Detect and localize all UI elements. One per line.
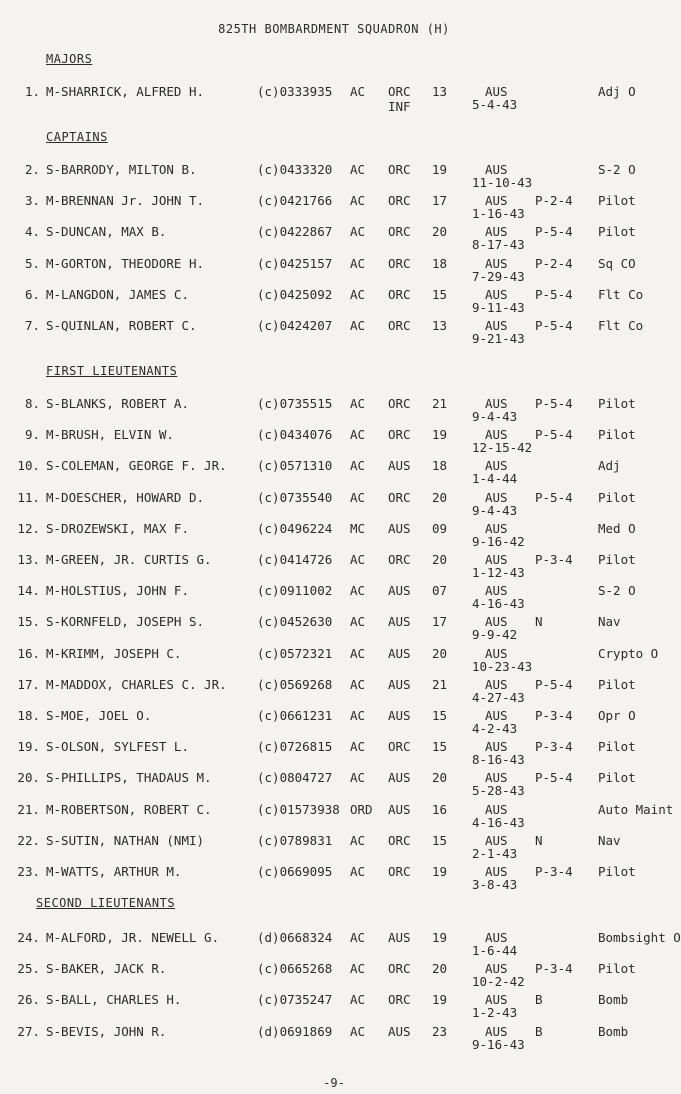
status: AUS xyxy=(485,552,508,567)
date: 9-4-43 xyxy=(472,502,518,518)
officer-name: M-DOESCHER, HOWARD D. xyxy=(46,489,205,505)
serial-number: (c)0735515 xyxy=(257,396,333,411)
status: AUS xyxy=(485,286,508,302)
position-code: B xyxy=(535,992,543,1008)
roster-row xyxy=(0,1024,668,1056)
row-number: 13. xyxy=(17,552,40,567)
years: 21 xyxy=(432,396,448,411)
roster-row xyxy=(0,490,668,522)
position-code: P-2-4 xyxy=(535,255,573,271)
position-code: P-5-4 xyxy=(535,676,573,692)
date: 9-16-43 xyxy=(472,1036,525,1052)
component: ORC xyxy=(388,427,411,443)
officer-name: S-BALL, CHARLES H. xyxy=(46,992,182,1008)
roster-row xyxy=(0,84,668,116)
officer-name: S-BARRODY, MILTON B. xyxy=(46,162,197,177)
duty: Pilot xyxy=(598,770,636,786)
date: 9-4-43 xyxy=(472,409,518,424)
component: AUS xyxy=(388,708,411,723)
years: 15 xyxy=(432,286,448,302)
duty: S-2 O xyxy=(598,162,636,177)
serial-number: (c)0414726 xyxy=(257,552,333,567)
branch: AC xyxy=(350,930,366,945)
position-code: P-5-4 xyxy=(535,427,573,443)
roster-row xyxy=(0,801,674,834)
years: 20 xyxy=(432,489,448,505)
years: 15 xyxy=(432,832,448,848)
section-heading: MAJORS xyxy=(46,52,93,66)
officer-name: M-GORTON, THEODORE H. xyxy=(46,255,205,271)
officer-name: M-MADDOX, CHARLES C. JR. xyxy=(46,676,227,692)
officer-name: M-LANGDON, JAMES C. xyxy=(46,286,189,302)
serial-number: (d)0668324 xyxy=(257,930,333,945)
date: 1-16-43 xyxy=(472,206,525,222)
status: AUS xyxy=(485,489,508,505)
years: 20 xyxy=(432,770,448,786)
branch: AC xyxy=(350,489,366,505)
row-number: 24. xyxy=(17,930,40,945)
officer-name: S-QUINLAN, ROBERT C. xyxy=(46,318,197,333)
row-number: 4. xyxy=(24,224,40,240)
roster-row xyxy=(0,864,668,896)
serial-number: (c)0424207 xyxy=(257,318,333,333)
branch: AC xyxy=(350,286,366,302)
officer-name: S-OLSON, SYLFEST L. xyxy=(46,739,189,755)
branch: AC xyxy=(350,84,366,99)
serial-number: (c)0496224 xyxy=(257,520,333,536)
position-code: P-3-4 xyxy=(535,708,573,723)
duty: Bomb xyxy=(598,992,629,1008)
roster-row xyxy=(0,770,668,802)
position-code: P-5-4 xyxy=(535,224,573,240)
status: AUS xyxy=(485,396,508,411)
roster-row xyxy=(0,256,668,288)
branch: AC xyxy=(350,193,366,209)
duty: Nav xyxy=(598,614,621,630)
status: AUS xyxy=(485,992,508,1008)
roster-row xyxy=(0,396,668,428)
date: 1-6-44 xyxy=(472,943,518,958)
officer-name: M-KRIMM, JOSEPH C. xyxy=(46,645,182,661)
branch: AC xyxy=(350,458,366,474)
duty: Nav xyxy=(598,832,621,848)
row-number: 15. xyxy=(17,614,40,630)
years: 20 xyxy=(432,961,448,977)
branch: AC xyxy=(350,162,366,177)
roster-row xyxy=(0,677,668,709)
status: AUS xyxy=(485,1023,508,1039)
years: 07 xyxy=(432,583,448,599)
status: AUS xyxy=(485,770,508,786)
row-number: 10. xyxy=(17,458,40,474)
branch: AC xyxy=(350,614,366,630)
component: ORC xyxy=(388,489,411,505)
officer-name: M-ALFORD, JR. NEWELL G. xyxy=(46,930,220,945)
position-code: P-5-4 xyxy=(535,770,573,786)
years: 18 xyxy=(432,255,448,271)
years: 19 xyxy=(432,427,448,443)
duty: Pilot xyxy=(598,739,636,755)
component: ORC xyxy=(388,224,411,240)
duty: Med O xyxy=(598,520,636,536)
duty: Flt Co xyxy=(598,318,644,333)
component: AUS xyxy=(388,458,411,474)
position-code: P-3-4 xyxy=(535,961,573,977)
serial-number: (c)0571310 xyxy=(257,458,333,474)
duty: Sq CO xyxy=(598,255,636,271)
branch: AC xyxy=(350,318,366,333)
date: 1-4-44 xyxy=(472,471,518,487)
component: AUS xyxy=(388,520,411,536)
component: AUS xyxy=(388,614,411,630)
row-number: 8. xyxy=(24,396,40,411)
date: 9-21-43 xyxy=(472,331,525,346)
status: AUS xyxy=(485,832,508,848)
years: 13 xyxy=(432,84,448,99)
years: 15 xyxy=(432,739,448,755)
officer-name: S-MOE, JOEL O. xyxy=(46,708,152,723)
serial-number: (c)0735247 xyxy=(257,992,333,1008)
date: 7-29-43 xyxy=(472,268,525,284)
years: 20 xyxy=(432,224,448,240)
duty: Adj xyxy=(598,458,621,474)
serial-number: (c)0661231 xyxy=(257,708,333,723)
duty: Adj O xyxy=(598,84,636,99)
component: AUS xyxy=(388,801,411,817)
branch: AC xyxy=(350,583,366,599)
status: AUS xyxy=(485,676,508,692)
serial-number: (c)01573938 xyxy=(257,801,340,817)
roster-row xyxy=(0,961,668,993)
row-number: 18. xyxy=(17,708,40,723)
date: 4-16-43 xyxy=(472,814,525,830)
officer-name: M-HOLSTIUS, JOHN F. xyxy=(46,583,189,599)
officer-name: M-ROBERTSON, ROBERT C. xyxy=(46,801,212,817)
row-number: 17. xyxy=(17,676,40,692)
years: 17 xyxy=(432,614,448,630)
component: ORC xyxy=(388,396,411,411)
years: 19 xyxy=(432,930,448,945)
branch: ORD xyxy=(350,801,373,817)
row-number: 2. xyxy=(24,162,40,177)
years: 09 xyxy=(432,520,448,536)
years: 15 xyxy=(432,708,448,723)
status: AUS xyxy=(485,645,508,661)
serial-number: (c)0333935 xyxy=(257,84,333,99)
roster-row xyxy=(0,224,668,256)
component: ORC xyxy=(388,84,411,99)
officer-name: M-BRUSH, ELVIN W. xyxy=(46,427,174,443)
years: 21 xyxy=(432,676,448,692)
component: ORC xyxy=(388,832,411,848)
date: 10-2-42 xyxy=(472,974,525,990)
duty: Bomb xyxy=(598,1023,629,1039)
roster-row xyxy=(0,739,668,771)
position-code: P-3-4 xyxy=(535,739,573,755)
row-number: 25. xyxy=(17,961,40,977)
branch: MC xyxy=(350,520,366,536)
row-number: 22. xyxy=(17,832,40,848)
officer-name: M-SHARRICK, ALFRED H. xyxy=(46,84,205,99)
date: 1-12-43 xyxy=(472,565,525,580)
years: 16 xyxy=(432,801,448,817)
component: AUS xyxy=(388,770,411,786)
position-code: N xyxy=(535,614,543,630)
serial-number: (c)0726815 xyxy=(257,739,333,755)
serial-number: (c)0804727 xyxy=(257,770,333,786)
date: 4-16-43 xyxy=(472,596,525,612)
officer-name: M-WATTS, ARTHUR M. xyxy=(46,864,182,879)
component: ORC xyxy=(388,193,411,209)
branch: AC xyxy=(350,255,366,271)
status: AUS xyxy=(485,427,508,443)
duty: Pilot xyxy=(598,864,636,879)
duty: Pilot xyxy=(598,224,636,240)
section-heading: CAPTAINS xyxy=(46,130,108,144)
date: 1-2-43 xyxy=(472,1005,518,1021)
duty: Auto Maint xyxy=(598,801,674,817)
roster-row xyxy=(0,833,668,865)
component: AUS xyxy=(388,645,411,661)
status: AUS xyxy=(485,162,508,177)
component: AUS xyxy=(388,1023,411,1039)
officer-name: S-KORNFELD, JOSEPH S. xyxy=(46,614,205,630)
row-number: 16. xyxy=(17,645,40,661)
years: 19 xyxy=(432,162,448,177)
branch: AC xyxy=(350,708,366,723)
component: ORC xyxy=(388,286,411,302)
position-code: P-5-4 xyxy=(535,489,573,505)
branch: AC xyxy=(350,427,366,443)
roster-row xyxy=(0,552,668,584)
years: 19 xyxy=(432,864,448,879)
status: AUS xyxy=(485,255,508,271)
branch: AC xyxy=(350,961,366,977)
status: AUS xyxy=(485,193,508,209)
row-number: 1. xyxy=(24,84,40,99)
status: AUS xyxy=(485,84,508,99)
serial-number: (c)0669095 xyxy=(257,864,333,879)
serial-number: (c)0425092 xyxy=(257,286,333,302)
duty: S-2 O xyxy=(598,583,636,599)
date: 10-23-43 xyxy=(472,658,533,674)
years: 13 xyxy=(432,318,448,333)
roster-row xyxy=(0,162,668,194)
component-secondary: INF xyxy=(388,99,411,114)
component: ORC xyxy=(388,162,411,177)
officer-name: S-DROZEWSKI, MAX F. xyxy=(46,520,189,536)
years: 20 xyxy=(432,645,448,661)
duty: Pilot xyxy=(598,427,636,443)
branch: AC xyxy=(350,992,366,1008)
date: 9-11-43 xyxy=(472,299,525,315)
officer-name: S-BLANKS, ROBERT A. xyxy=(46,396,189,411)
roster-row xyxy=(0,646,668,678)
roster-row xyxy=(0,583,668,615)
serial-number: (c)0425157 xyxy=(257,255,333,271)
years: 17 xyxy=(432,193,448,209)
officer-name: S-BAKER, JACK R. xyxy=(46,961,167,977)
row-number: 9. xyxy=(24,427,40,443)
row-number: 14. xyxy=(17,583,40,599)
row-number: 11. xyxy=(17,489,40,505)
serial-number: (c)0421766 xyxy=(257,193,333,209)
officer-name: S-COLEMAN, GEORGE F. JR. xyxy=(46,458,227,474)
page-number: -9- xyxy=(323,1076,345,1090)
status: AUS xyxy=(485,224,508,240)
date: 9-9-42 xyxy=(472,627,518,643)
branch: AC xyxy=(350,739,366,755)
position-code: P-3-4 xyxy=(535,552,573,567)
status: AUS xyxy=(485,318,508,333)
row-number: 20. xyxy=(17,770,40,786)
duty: Pilot xyxy=(598,961,636,977)
roster-row xyxy=(0,458,668,490)
status: AUS xyxy=(485,930,508,945)
date: 8-16-43 xyxy=(472,752,525,768)
branch: AC xyxy=(350,770,366,786)
duty: Pilot xyxy=(598,193,636,209)
status: AUS xyxy=(485,458,508,474)
roster-row xyxy=(0,708,668,740)
component: ORC xyxy=(388,961,411,977)
section-heading: FIRST LIEUTENANTS xyxy=(46,364,178,378)
duty: Pilot xyxy=(598,676,636,692)
row-number: 23. xyxy=(17,864,40,879)
officer-name: S-PHILLIPS, THADAUS M. xyxy=(46,770,212,786)
row-number: 27. xyxy=(17,1023,40,1039)
date: 2-1-43 xyxy=(472,845,518,861)
branch: AC xyxy=(350,552,366,567)
position-code: P-3-4 xyxy=(535,864,573,879)
component: ORC xyxy=(388,552,411,567)
roster-row xyxy=(0,992,668,1024)
years: 23 xyxy=(432,1023,448,1039)
duty: Bombsight O xyxy=(598,930,681,945)
position-code: B xyxy=(535,1023,543,1039)
serial-number: (c)0434076 xyxy=(257,427,333,443)
officer-name: S-SUTIN, NATHAN (NMI) xyxy=(46,832,205,848)
officer-name: S-DUNCAN, MAX B. xyxy=(46,224,167,240)
component: ORC xyxy=(388,864,411,879)
component: ORC xyxy=(388,318,411,333)
serial-number: (c)0572321 xyxy=(257,645,333,661)
years: 18 xyxy=(432,458,448,474)
date: 11-10-43 xyxy=(472,175,533,190)
row-number: 3. xyxy=(24,193,40,209)
status: AUS xyxy=(485,708,508,723)
serial-number: (c)0911002 xyxy=(257,583,333,599)
duty: Crypto O xyxy=(598,645,659,661)
date: 5-4-43 xyxy=(472,97,518,112)
branch: AC xyxy=(350,864,366,879)
officer-name: M-GREEN, JR. CURTIS G. xyxy=(46,552,212,567)
roster-row xyxy=(0,193,668,225)
status: AUS xyxy=(485,583,508,599)
row-number: 26. xyxy=(17,992,40,1008)
duty: Flt Co xyxy=(598,286,644,302)
date: 4-27-43 xyxy=(472,689,525,705)
component: ORC xyxy=(388,992,411,1008)
officer-name: S-BEVIS, JOHN R. xyxy=(46,1023,167,1039)
branch: AC xyxy=(350,832,366,848)
serial-number: (c)0452630 xyxy=(257,614,333,630)
date: 12-15-42 xyxy=(472,440,533,456)
roster-row xyxy=(0,427,668,459)
years: 20 xyxy=(432,552,448,567)
serial-number: (c)0789831 xyxy=(257,832,333,848)
row-number: 19. xyxy=(17,739,40,755)
position-code: P-5-4 xyxy=(535,318,573,333)
status: AUS xyxy=(485,864,508,879)
section-heading: SECOND LIEUTENANTS xyxy=(36,896,176,910)
position-code: P-5-4 xyxy=(535,396,573,411)
status: AUS xyxy=(485,739,508,755)
component: AUS xyxy=(388,676,411,692)
status: AUS xyxy=(485,614,508,630)
serial-number: (c)0735540 xyxy=(257,489,333,505)
serial-number: (c)0569268 xyxy=(257,676,333,692)
duty: Pilot xyxy=(598,552,636,567)
status: AUS xyxy=(485,520,508,536)
serial-number: (c)0665268 xyxy=(257,961,333,977)
component: AUS xyxy=(388,583,411,599)
branch: AC xyxy=(350,676,366,692)
serial-number: (c)0433320 xyxy=(257,162,333,177)
roster-row xyxy=(0,318,668,350)
date: 9-16-42 xyxy=(472,533,525,549)
years: 19 xyxy=(432,992,448,1008)
branch: AC xyxy=(350,224,366,240)
date: 4-2-43 xyxy=(472,721,518,736)
row-number: 6. xyxy=(24,286,40,302)
component: AUS xyxy=(388,930,411,945)
row-number: 21. xyxy=(17,801,40,817)
roster-row xyxy=(0,930,681,962)
page-title: 825TH BOMBARDMENT SQUADRON (H) xyxy=(218,22,450,36)
component: ORC xyxy=(388,739,411,755)
row-number: 12. xyxy=(17,520,40,536)
roster-row xyxy=(0,614,668,646)
status: AUS xyxy=(485,801,508,817)
duty: Opr O xyxy=(598,708,636,723)
row-number: 7. xyxy=(24,318,40,333)
row-number: 5. xyxy=(24,255,40,271)
component: ORC xyxy=(388,255,411,271)
position-code: P-5-4 xyxy=(535,286,573,302)
branch: AC xyxy=(350,645,366,661)
date: 3-8-43 xyxy=(472,877,518,892)
position-code: P-2-4 xyxy=(535,193,573,209)
branch: AC xyxy=(350,396,366,411)
date: 5-28-43 xyxy=(472,783,525,799)
branch: AC xyxy=(350,1023,366,1039)
status: AUS xyxy=(485,961,508,977)
date: 8-17-43 xyxy=(472,237,525,253)
serial-number: (d)0691869 xyxy=(257,1023,333,1039)
duty: Pilot xyxy=(598,396,636,411)
roster-row xyxy=(0,521,668,553)
position-code: N xyxy=(535,832,543,848)
duty: Pilot xyxy=(598,489,636,505)
officer-name: M-BRENNAN Jr. JOHN T. xyxy=(46,193,205,209)
serial-number: (c)0422867 xyxy=(257,224,333,240)
roster-row xyxy=(0,287,668,319)
